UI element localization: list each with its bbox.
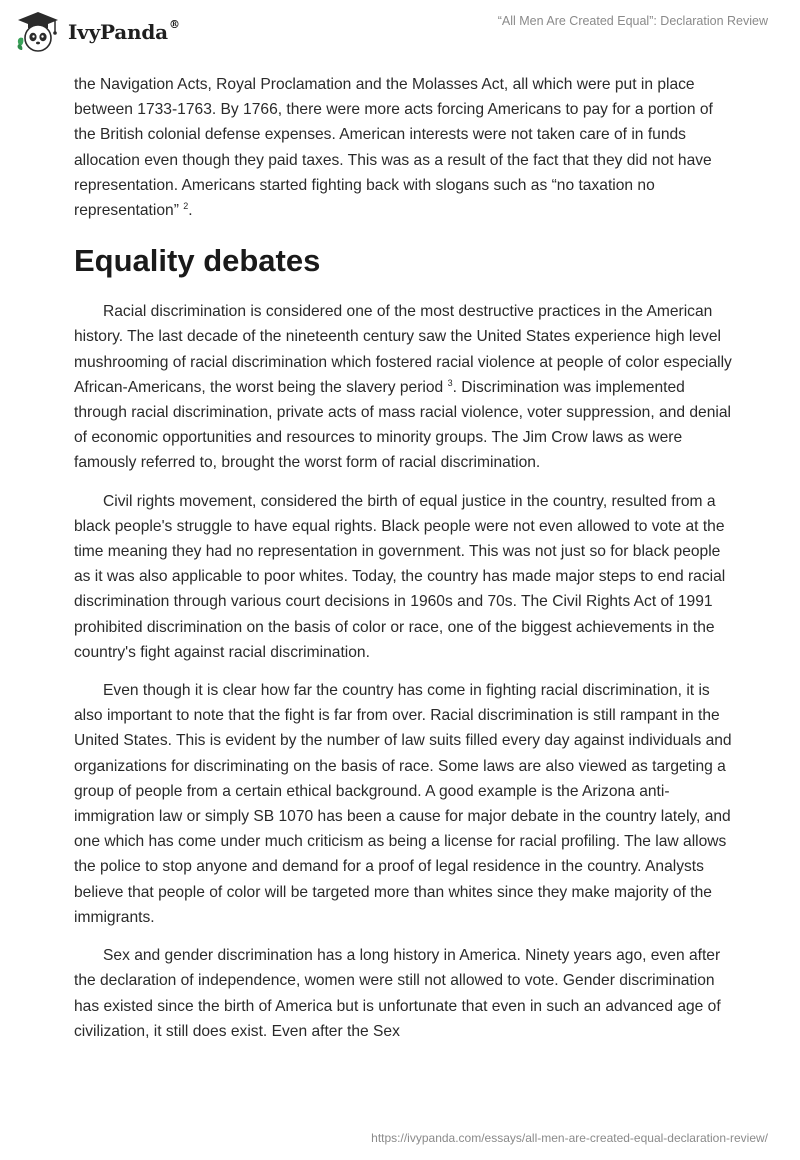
intro-paragraph: the Navigation Acts, Royal Proclamation and the Molasses Act, all which were put in place between 1733-1763. By 1766, there were more acts forcing Americans to pay for a portion of the British colonial defense expenses. American interests were not taken care of in funds allocation even though they paid taxes. This was as a result of the fact that they did not have representation. Americans started fighting back with slogans such as “no taxation no representation” $^2$. — [74, 76, 713, 220]
panda-logo-icon — [14, 10, 62, 54]
paragraph-ongoing-fight: Even though it is clear how far the country has come in fighting racial discrimination, it is also important to note that the fight is far from over. Racial discrimination is still rampant in the United States. This is evident by the number of law suits filled every day against individuals and organizations for discriminating on the basis of race. Some laws are also viewed as targeting a group of people from a certain ethical background. A good example is the Arizona anti-immigration law or simply SB 1070 has been a cause for major debate in the country lately, and one which has come under much criticism as being a license for racial profiling. The law allows the police to stop anyone and demand for a proof of legal residence in the country. Analysts believe that people of color will be targeted more than whites since they make majority of the immigrants. — [74, 682, 732, 926]
footer-url[interactable]: https://ivypanda.com/essays/all-men-are-created-equal-declaration-review/ — [371, 1131, 768, 1145]
essay-content — [74, 72, 734, 1057]
logo-text: IvyPanda® — [68, 18, 180, 44]
paragraph-gender-discrimination: Sex and gender discrimination has a long history in America. Ninety years ago, even after the declaration of independence, women were still not allowed to vote. Gender discrimination has existed since the birth of America but is unfortunate that even in such an advanced age of civilization, it still does exist. Even after the Sex — [74, 947, 721, 1040]
footnote-marker[interactable]: 2 — [183, 201, 189, 212]
paragraph-civil-rights: Civil rights movement, considered the birth of equal justice in the country, resulted from a black people's struggle to have equal rights. Black people were not even allowed to vote at the time meaning they had no representation in government. This was not just so for black people as it was also applicable to poor whites. Today, the country has made major steps to end racial discrimination through various court decisions in 1960s and 70s. The Civil Rights Act of 1991 prohibited discrimination on the basis of color or race, one of the biggest achievements in the country's fight against racial discrimination. — [74, 492, 726, 661]
logo[interactable] — [14, 10, 180, 54]
document-title: “All Men Are Created Equal”: Declaration Review — [497, 14, 768, 28]
registered-mark: ® — [168, 18, 180, 31]
page-header — [0, 0, 800, 70]
paragraph-racial-discrimination: Racial discrimination is considered one of the most destructive practices in the American history. The last decade of the nineteenth century saw the United States experience high level mushrooming of racial discrimination which fostered racial violence at people of color especially African-Americans, the worst being the slavery period $^3$. Discrimination was implemented through racial discrimination, private acts of mass racial violence, voter suppression, and denial of economic opportunities and resources to minority groups. The Jim Crow laws as were famously referred to, brought the worst form of racial discrimination. — [74, 303, 732, 472]
footnote-marker[interactable]: 3 — [447, 377, 453, 388]
section-heading: Equality debates — [74, 243, 321, 279]
